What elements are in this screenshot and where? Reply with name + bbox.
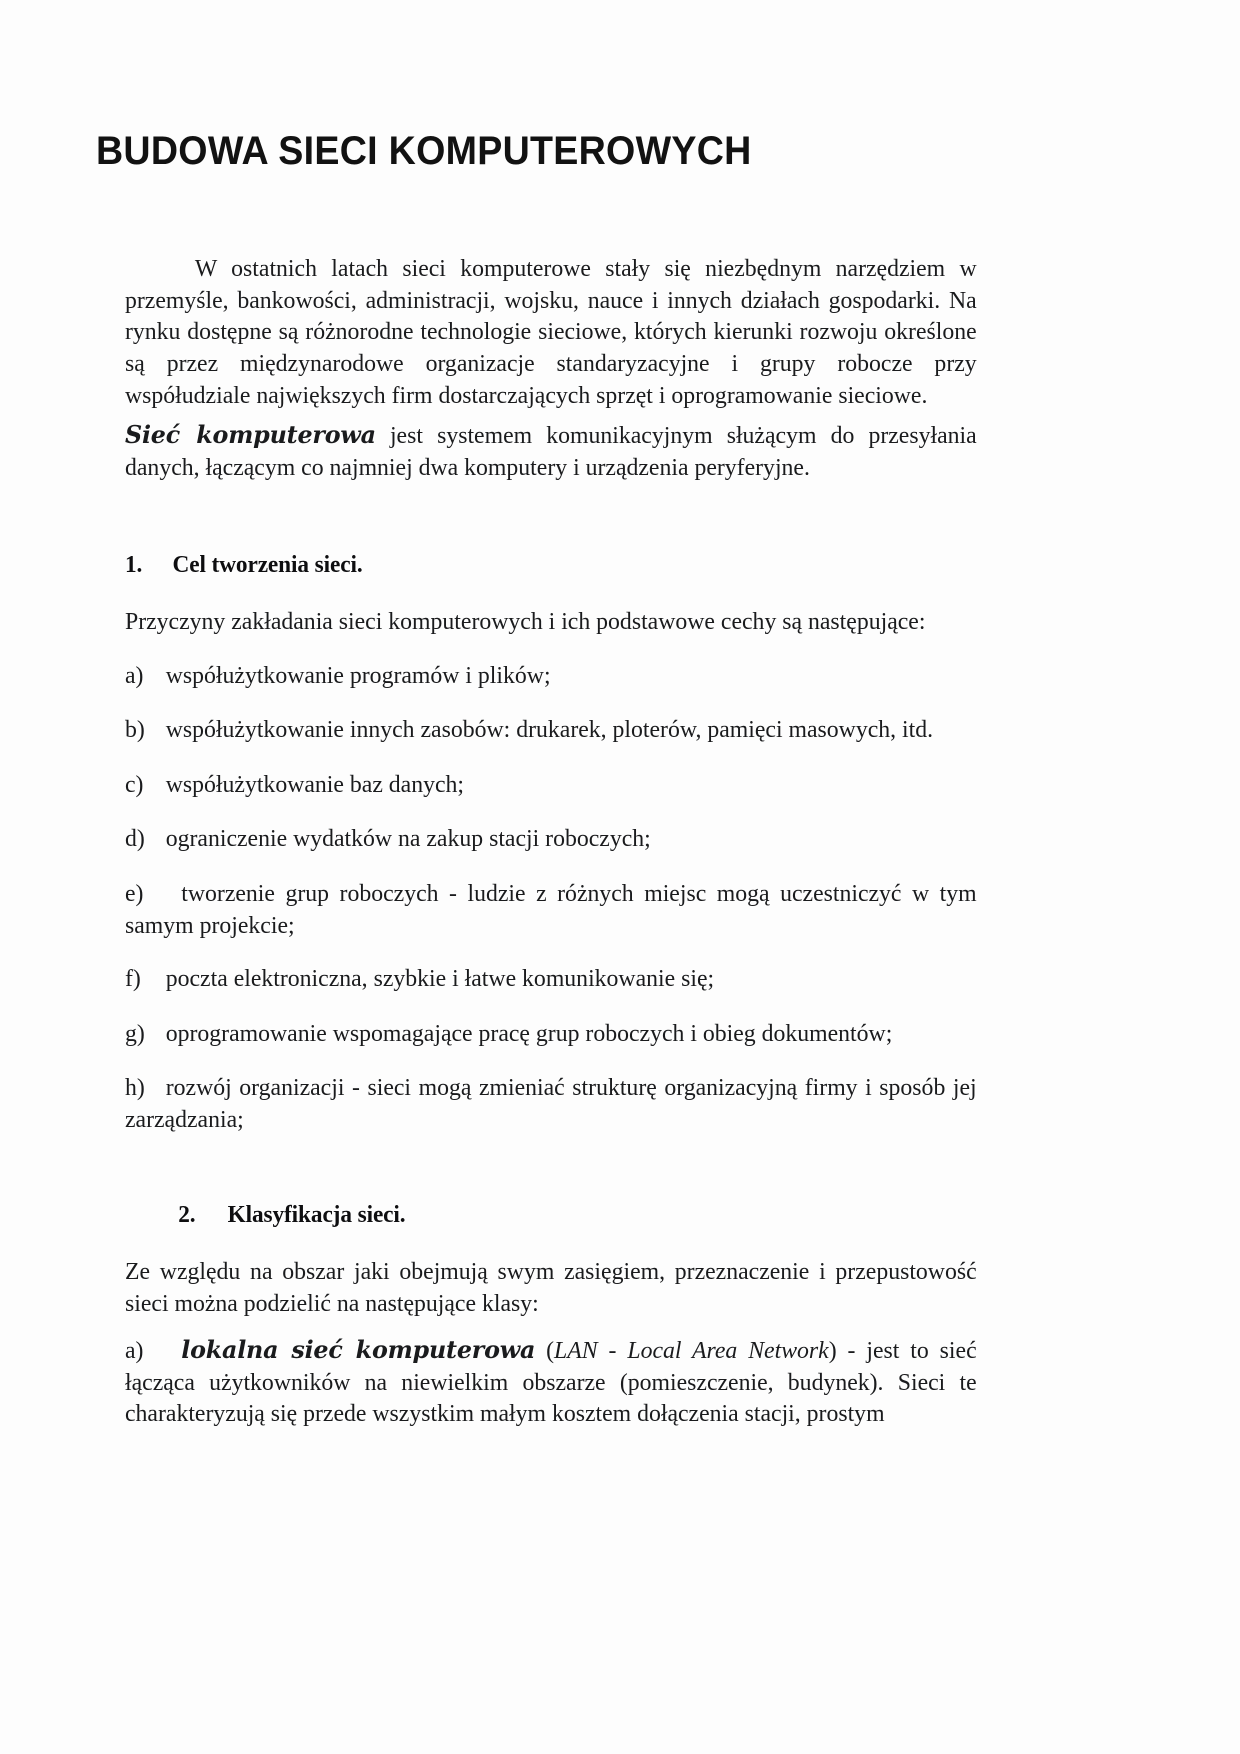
section-heading-2 — [125, 1201, 959, 1229]
list-item-e-block — [125, 878, 1003, 941]
list-item — [125, 823, 977, 855]
list-marker-a: a) — [125, 662, 144, 689]
list-text-f: poczta elektroniczna, szybkie i łatwe komunikowanie się; — [165, 965, 715, 992]
list-item — [125, 1072, 977, 1135]
list-text-b: współużytkowanie innych zasobów: drukarek, ploterów, pamięci masowych, itd. — [165, 716, 934, 743]
list-marker-h: h) — [125, 1074, 145, 1101]
list-text-d: ograniczenie wydatków na zakup stacji roboczych; — [165, 825, 651, 852]
list-marker-lan: a) — [125, 1337, 144, 1364]
list-item-h-block — [125, 1072, 1003, 1135]
intro-paragraph: W ostatnich latach sieci komputerowe stały się niezbędnym narzędziem w przemyśle, bankowości, administracji, wojsku, nauce i innych działach gospodarki. Na rynku dostępne są różnorodne technologie sieciowe, których kierunki rozwoju określone są przez międzynarodowe organizacje standaryzacyjne i grupy robocze przy współudziale największych firm dostarczających sprzęt i oprogramowanie sieciowe. — [125, 255, 977, 409]
lan-rest: ) - jest to sieć łącząca użytkowników na niewielkim obszarze (pomieszczenie, budynek). Sieci te charakteryzują się przede wszystkim małym kosztem dołączenia stacji, prostym — [125, 1337, 977, 1428]
list-marker-b: b) — [125, 716, 145, 743]
section-number-2: 2. — [178, 1201, 196, 1228]
section-2-lead: Ze względu na obszar jaki obejmują swym zasięgiem, przeznaczenie i przepustowość sieci można podzielić na następujące klasy: — [125, 1258, 977, 1317]
definition-paragraph-block — [125, 419, 1003, 483]
section-title-1: Cel tworzenia sieci. — [172, 551, 363, 578]
list-item — [125, 714, 977, 746]
list-item-d-block — [125, 823, 1003, 855]
list-item-f-block — [125, 963, 1003, 995]
list-marker-e: e) — [125, 880, 144, 907]
section-number-1: 1. — [125, 551, 143, 578]
list-item-b-block — [125, 714, 1003, 746]
list-marker-d: d) — [125, 825, 145, 852]
list-item — [125, 1334, 977, 1430]
list-text-c: współużytkowanie baz danych; — [165, 771, 465, 798]
section-heading-1 — [125, 551, 959, 579]
section-2-item-a-block — [125, 1334, 1003, 1430]
list-item-c-block — [125, 769, 1003, 801]
definition-rest: jest systemem komunikacyjnym służącym do przesyłania danych, łączącym co najmniej dwa komputery i urządzenia peryferyjne. — [125, 422, 977, 481]
definition-paragraph — [125, 419, 977, 483]
lan-expansion-italic: LAN - Local Area Network — [554, 1337, 829, 1364]
list-item-a-block — [125, 660, 1003, 692]
list-text-e: tworzenie grup roboczych - ludzie z różnych miejsc mogą uczestniczyć w tym samym projekcie; — [125, 880, 977, 939]
list-item — [125, 1018, 977, 1050]
list-item — [125, 660, 977, 692]
list-text-h: rozwój organizacji - sieci mogą zmieniać strukturę organizacyjną firmy i sposób jej zarządzania; — [125, 1074, 977, 1133]
section-2-heading-block — [125, 1201, 1003, 1229]
list-marker-f: f) — [125, 965, 141, 992]
list-item — [125, 769, 977, 801]
list-marker-g: g) — [125, 1020, 145, 1047]
page-title: BUDOWA SIECI KOMPUTEROWYCH — [96, 129, 752, 173]
list-text-a: współużytkowanie programów i plików; — [165, 662, 551, 689]
section-1-heading-block — [125, 551, 1003, 579]
list-item-g-block — [125, 1018, 1003, 1050]
definition-term: Sieć komputerowa — [125, 420, 376, 449]
list-marker-c: c) — [125, 771, 144, 798]
section-1-lead-block — [125, 606, 1003, 638]
lan-term-bold-italic: lokalna sieć komputerowa — [181, 1335, 536, 1364]
section-1-lead: Przyczyny zakładania sieci komputerowych i ich podstawowe cechy są następujące: — [125, 608, 926, 635]
section-title-2: Klasyfikacja sieci. — [227, 1201, 406, 1228]
intro-paragraph-block — [125, 253, 1003, 412]
list-text-g: oprogramowanie wspomagające pracę grup roboczych i obieg dokumentów; — [165, 1020, 893, 1047]
list-item — [125, 963, 977, 995]
lan-paren-open: ( — [535, 1337, 555, 1364]
list-item — [125, 878, 977, 941]
section-2-lead-block — [125, 1256, 1003, 1319]
